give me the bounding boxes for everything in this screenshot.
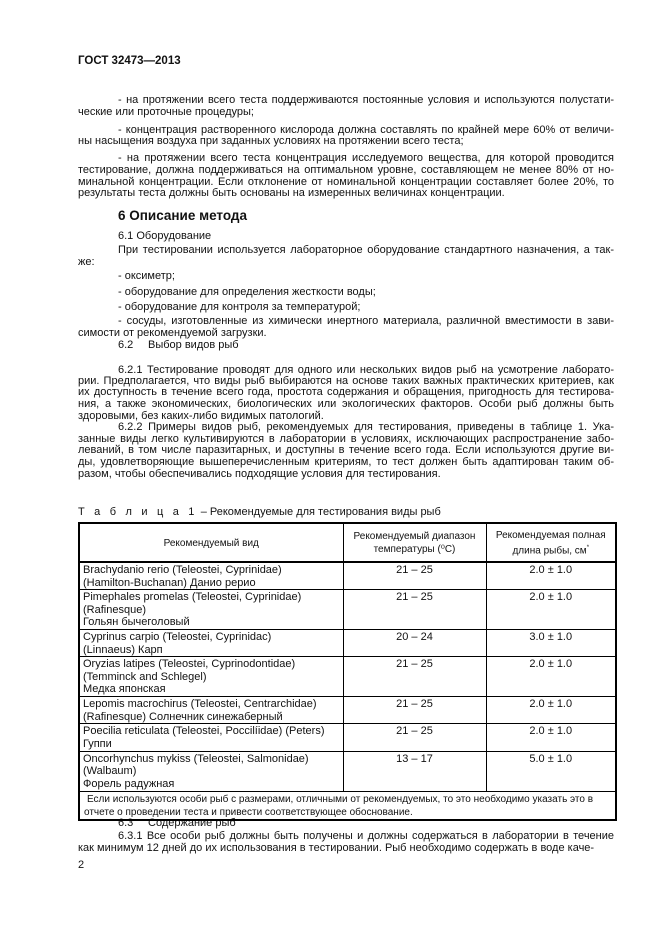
paragraph: их доступность в течение всего года, простота содержания и обращения, пригодность для тестирова- [78,386,614,398]
temperature-cell: 21 – 25 [343,697,486,724]
length-cell: 2.0 ± 1.0 [486,697,616,724]
species-cell [79,751,343,791]
subsection-6-2-number: 6.2 [118,339,134,351]
species-line: Oncorhynchus mykiss (Teleostei, Salmonidae) [83,752,309,765]
species-line: (Rafinesque) [83,603,146,616]
subsection-6-3-title: Содержание рыб [148,817,236,829]
list-item: симости от рекомендуемой загрузки. [78,327,267,339]
table-row [79,657,616,697]
species-line: (Rafinesque) Солнечник синежаберный [83,710,283,723]
footnote-mark: * [586,544,590,551]
table-header-row [79,523,616,562]
paragraph: 6.3.1 Все особи рыб должны быть получены и должны содержаться в лаборатории в течение [118,830,614,842]
species-line: Медка японская [83,683,166,696]
paragraph: 6.2.2 Примеры видов рыб, рекомендуемых для тестирования, приведены в таблице 1. Ука- [118,421,614,433]
species-line: Pimephales promelas (Teleostei, Cyprinidae) [83,591,302,604]
list-item: - оборудование для определения жесткости воды; [118,286,376,298]
paragraph: ния, а также экономических, биологических или экологических факторов. Особи рыб должны быть [78,398,614,410]
length-cell: 2.0 ± 1.0 [486,590,616,630]
species-line: Гуппи [83,737,112,750]
fish-species-table [78,522,617,821]
paragraph: ды, удовлетворяющие вышеперечисленным критериям, то тест должен быть адаптирован таким об- [78,456,614,468]
paragraph: разом, чтобы обеспечивались подходящие условия для тестирования. [78,468,441,480]
paragraph: рии. Предполагается, что виды рыб выбираются на основе таких важных практических критериев, как [78,375,614,387]
header-temp-line: Рекомендуемый диапазон [353,531,476,542]
header-temp-line: температуры (⁰C) [373,544,456,555]
species-line: (Linnaeus) Карп [83,643,163,656]
table-footnote-row [79,791,616,820]
table-row [79,629,616,656]
species-line: Lepomis macrochirus (Teleostei, Centrarchidae) [83,698,317,711]
temperature-cell: 21 – 25 [343,590,486,630]
length-cell: 5.0 ± 1.0 [486,751,616,791]
species-cell [79,590,343,630]
table-row [79,751,616,791]
species-cell [79,562,343,590]
species-line: (Hamilton-Buchanan) Данио рерио [83,576,256,589]
species-cell [79,697,343,724]
temperature-cell: 13 – 17 [343,751,486,791]
species-cell [79,657,343,697]
paragraph: занные виды легко культивируются в лаборатории в условиях, исключающих распространение забо- [78,433,614,445]
header-length-line: Рекомендуемая полная [495,529,606,541]
length-cell: 2.0 ± 1.0 [486,562,616,590]
list-item: минальной концентрации. Если отклонение от номинальной концентрации составляет более 20%, то [78,176,614,188]
section-6-title: 6 Описание метода [118,208,248,223]
list-item: ческие или проточные процедуры; [78,106,254,118]
table-row [79,562,616,590]
table-row [79,724,616,751]
temperature-cell: 21 – 25 [343,562,486,590]
subsection-6-3-number: 6.3 [118,817,134,829]
temperature-cell: 21 – 25 [343,724,486,751]
table-row [79,590,616,630]
length-cell: 3.0 ± 1.0 [486,629,616,656]
list-item: результаты теста должны быть основаны на измеренных величинах концентрации. [78,187,505,199]
header-temperature [343,523,486,562]
species-line: Гольян бычеголовый [83,616,190,629]
species-line: Poecilia reticulata (Teleostei, Poccilíidae) (Peters) [83,725,325,738]
species-line: Форель радужная [83,777,175,790]
list-item: - оборудование для контроля за температурой; [118,301,361,313]
species-line: (Temminck and Schlegel) [83,670,207,683]
paragraph: как минимум 12 дней до их использования в тестировании. Рыб необходимо содержать в воде каче- [78,842,595,854]
paragraph: же: [78,256,95,268]
list-item: - концентрация растворенного кислорода должна составлять по крайней мере 60% от величи- [118,124,614,136]
temperature-cell: 21 – 25 [343,657,486,697]
list-item: тестирование, должна поддерживаться на оптимальном уровне, составляющем не менее 80% от но- [78,164,614,176]
length-cell: 2.0 ± 1.0 [486,724,616,751]
subsection-6-2-title: Выбор видов рыб [148,339,239,351]
list-item: - на протяжении всего теста концентрация исследуемого вещества, для которой проводится [118,152,614,164]
length-cell: 2.0 ± 1.0 [486,657,616,697]
footnote-line: Если используются особи рыб с размерами, отличными от рекомендуемых, то это необходимо указать это в [87,793,594,805]
header-length [486,523,616,562]
table-footnote [79,791,616,820]
header-length-line: длина рыбы, см [512,545,587,557]
species-line: Cyprinus carpio (Teleostei, Cyprinidac) [83,630,272,643]
species-line: Oryzias latipes (Teleostei, Cyprinodontidae) [83,658,296,671]
header-species: Рекомендуемый вид [79,523,343,562]
temperature-cell: 20 – 24 [343,629,486,656]
species-line: Brachydanio rerio (Teleostei, Cyprinidae) [83,564,282,576]
table-row [79,697,616,724]
species-cell [79,724,343,751]
page-number: 2 [78,859,85,871]
species-cell [79,629,343,656]
subsection-6-1-title: 6.1 Оборудование [118,230,212,242]
paragraph: При тестировании используется лабораторное оборудование стандартного назначения, а так- [118,244,614,256]
list-item: ны насыщения воздуха при заданных условиях на протяжении всего теста; [78,135,464,147]
table-caption-label: Т а б л и ц а 1 [78,506,198,518]
table-caption [78,506,441,518]
paragraph: 6.2.1 Тестирование проводят для одного или нескольких видов рыб на усмотрение лаборато- [118,364,614,376]
paragraph: здоровыми, без каких-либо видимых патологий. [78,410,324,422]
list-item: - сосуды, изготовленные из химически инертного материала, различной вместимости в зави- [118,315,614,327]
list-item: - на протяжении всего теста поддерживаются постоянные условия и используются полустати- [118,94,614,106]
species-line: (Walbaum) [83,765,137,778]
paragraph: леваний, в том числе паразитарных, и доступны в течение всего года. Если используются другие ви- [78,444,614,456]
footnote-line: отчете о проведении теста и привести соответствующее обоснование. [84,806,413,818]
list-item: - оксиметр; [118,270,175,282]
document-code-header: ГОСТ 32473—2013 [78,55,181,67]
table-caption-text: – Рекомендуемые для тестирования виды рыб [197,506,441,518]
